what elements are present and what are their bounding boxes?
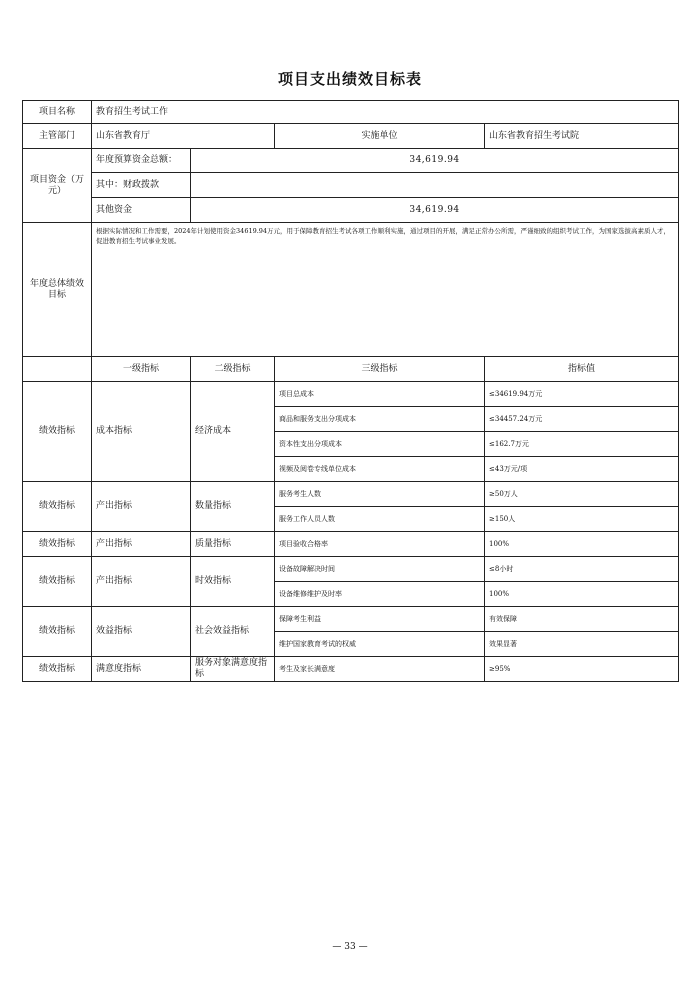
header-level2: 二级指标	[191, 357, 275, 382]
indicator-level1: 成本指标	[92, 382, 191, 482]
indicator-level3: 设备维修维护及时率	[275, 582, 485, 607]
indicator-category: 绩效指标	[23, 532, 92, 557]
indicator-category: 绩效指标	[23, 607, 92, 657]
indicator-category: 绩效指标	[23, 482, 92, 532]
project-name-label: 项目名称	[23, 101, 92, 124]
indicator-value: ≥95%	[485, 657, 679, 682]
indicator-level1: 产出指标	[92, 482, 191, 532]
dept-label: 主管部门	[23, 124, 92, 149]
summary-label: 年度总体绩效目标	[23, 223, 92, 357]
dept-value: 山东省教育厅	[92, 124, 275, 149]
funds-total-value: 34,619.94	[191, 149, 679, 173]
impl-value: 山东省教育招生考试院	[485, 124, 679, 149]
indicator-row	[23, 657, 679, 682]
row-headers	[23, 357, 679, 382]
header-empty	[23, 357, 92, 382]
indicator-level2: 质量指标	[191, 532, 275, 557]
indicator-level3: 保障考生利益	[275, 607, 485, 632]
header-level1: 一级指标	[92, 357, 191, 382]
indicator-value: ≥50万人	[485, 482, 679, 507]
indicator-row	[23, 557, 679, 582]
funds-other-label: 其他资金	[92, 198, 191, 223]
indicator-row	[23, 607, 679, 632]
indicator-level3: 视频及阅卷专线单位成本	[275, 457, 485, 482]
header-value: 指标值	[485, 357, 679, 382]
indicator-category: 绩效指标	[23, 657, 92, 682]
indicator-level2: 服务对象满意度指标	[191, 657, 275, 682]
indicator-level3: 服务考生人数	[275, 482, 485, 507]
indicator-level3: 考生及家长满意度	[275, 657, 485, 682]
row-summary	[23, 223, 679, 357]
indicator-level1: 满意度指标	[92, 657, 191, 682]
funds-total-label: 年度预算资金总额：	[92, 149, 191, 173]
indicator-value: ≤34619.94万元	[485, 382, 679, 407]
indicator-value: 有效保障	[485, 607, 679, 632]
header-level3: 三级指标	[275, 357, 485, 382]
row-department	[23, 124, 679, 149]
indicator-value: ≤43万元/项	[485, 457, 679, 482]
indicator-value: 100%	[485, 582, 679, 607]
indicator-value: 效果显著	[485, 632, 679, 657]
indicator-level3: 项目验收合格率	[275, 532, 485, 557]
indicator-level2: 经济成本	[191, 382, 275, 482]
indicator-row	[23, 382, 679, 407]
project-name-value: 教育招生考试工作	[92, 101, 679, 124]
indicator-category: 绩效指标	[23, 382, 92, 482]
indicator-value: 100%	[485, 532, 679, 557]
indicator-level1: 产出指标	[92, 532, 191, 557]
indicator-level1: 产出指标	[92, 557, 191, 607]
funds-label	[23, 149, 92, 223]
indicator-value: ≥150人	[485, 507, 679, 532]
indicator-row	[23, 532, 679, 557]
indicator-value: ≤34457.24万元	[485, 407, 679, 432]
summary-text: 根据实际情况和工作需要，2024年计划使用资金34619.94万元，用于保障教育招生考试各项工作顺利实施，通过项目的开展，满足正常办公所需，严谨细致的组织考试工作，为国家选拔高素质人才，促进教育招生考试事业发展。	[92, 223, 679, 357]
funds-fiscal-value	[191, 173, 679, 198]
row-funds-total	[23, 149, 679, 173]
indicator-level3: 项目总成本	[275, 382, 485, 407]
indicator-level2: 数量指标	[191, 482, 275, 532]
impl-label: 实施单位	[275, 124, 485, 149]
indicator-level3: 设备故障解决时间	[275, 557, 485, 582]
indicator-level3: 资本性支出分项成本	[275, 432, 485, 457]
indicator-value: ≤8小时	[485, 557, 679, 582]
indicator-value: ≤162.7万元	[485, 432, 679, 457]
page-title: 项目支出绩效目标表	[277, 70, 422, 88]
indicator-level3: 商品和服务支出分项成本	[275, 407, 485, 432]
indicator-level3: 维护国家教育考试的权威	[275, 632, 485, 657]
indicator-row	[23, 482, 679, 507]
funds-fiscal-label: 其中：财政拨款	[92, 173, 191, 198]
indicator-category: 绩效指标	[23, 557, 92, 607]
indicator-level3: 服务工作人员人数	[275, 507, 485, 532]
funds-label-text: 项目资金（万元）	[29, 174, 84, 196]
indicator-level2: 社会效益指标	[191, 607, 275, 657]
row-funds-other	[23, 198, 679, 223]
funds-other-value: 34,619.94	[191, 198, 679, 223]
page-number: — 33 —	[332, 942, 368, 952]
indicator-level2: 时效指标	[191, 557, 275, 607]
row-funds-fiscal	[23, 173, 679, 198]
row-project-name	[23, 101, 679, 124]
indicator-level1: 效益指标	[92, 607, 191, 657]
performance-table	[22, 100, 679, 682]
